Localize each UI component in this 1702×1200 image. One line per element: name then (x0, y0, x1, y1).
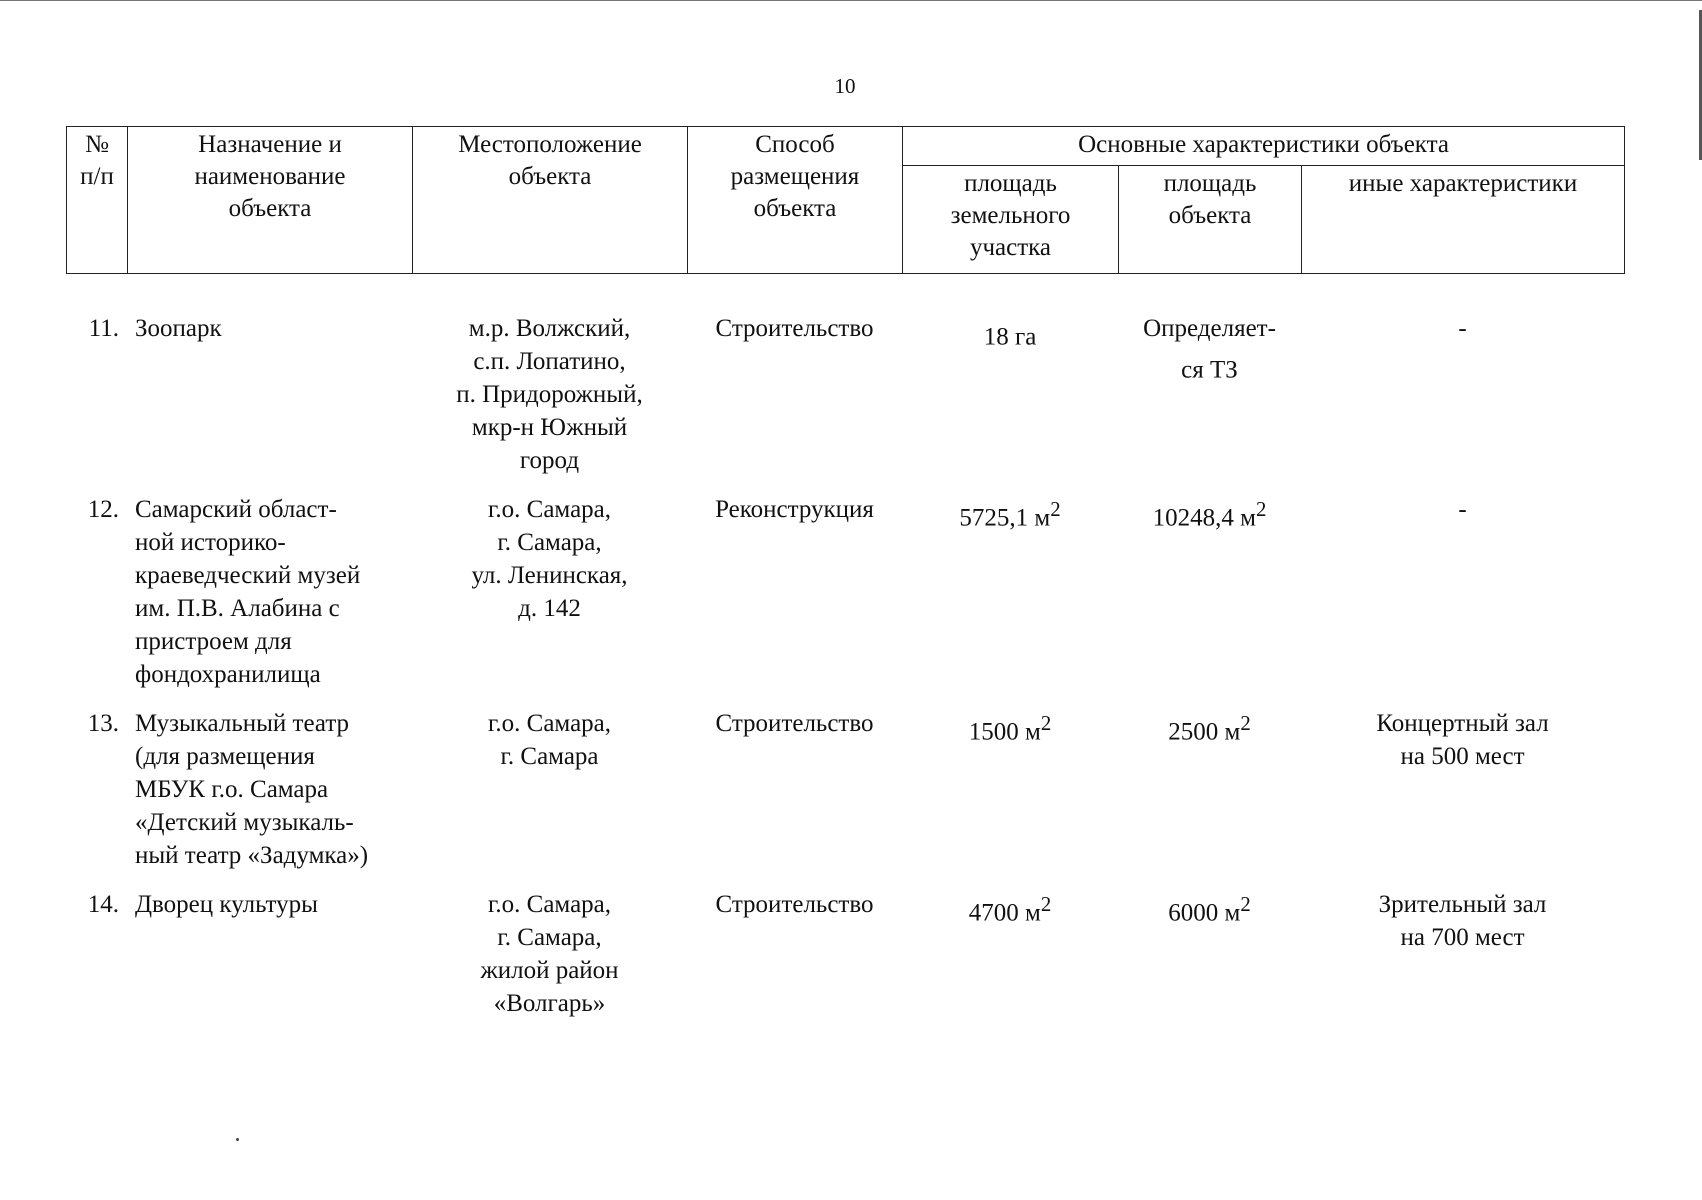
table-row (66, 707, 1624, 888)
row-name: Дворец культуры (135, 891, 318, 918)
land-area-value: 1500 м (968, 718, 1041, 746)
row-method: Строительство (715, 710, 874, 737)
object-area-value: 6000 м (1168, 899, 1241, 927)
header-num: № п/п (67, 127, 128, 274)
header-characteristics: Основные характеристики объекта (903, 127, 1625, 166)
row-location: г.о. Самара, г. Самара, жилой район «Волгарь» (480, 891, 619, 1017)
table-row (66, 888, 1624, 1036)
table-row (66, 312, 1624, 493)
row-location: г.о. Самара, г. Самара (487, 710, 612, 770)
land-area-unit-sup: 2 (1040, 711, 1052, 735)
land-area-unit-sup: 2 (1050, 497, 1061, 521)
row-other: - (1458, 315, 1467, 342)
object-area-unit-sup: 2 (1255, 497, 1267, 521)
land-area-value: 5725,1 м (959, 504, 1051, 532)
row-location: г.о. Самара, г. Самара, ул. Ленинская, д. 142 (471, 496, 628, 622)
row-method: Строительство (715, 315, 874, 342)
header-land-area: площадь земельного участка (903, 166, 1119, 274)
row-other: - (1458, 496, 1467, 523)
row-name: Самарский област- ной историко- краеведческий музей им. П.В. Алабина с пристроем для фондохранилища (135, 496, 361, 688)
row-object-area (1118, 493, 1301, 707)
table-header (66, 126, 1625, 274)
scan-edge-top (0, 0, 1702, 7)
table-body (66, 312, 1624, 1036)
row-num: 11. (88, 315, 119, 342)
row-land-area (902, 888, 1118, 1036)
row-other: Концертный зал на 500 мест (1376, 710, 1549, 770)
object-area-unit-sup: 2 (1240, 892, 1251, 916)
header-object-area: площадь объекта (1119, 166, 1302, 274)
object-area-value: 10248,4 м (1152, 504, 1256, 532)
page-number: 10 (834, 74, 856, 98)
row-land-area (902, 493, 1118, 707)
row-num: 14. (87, 891, 119, 918)
land-area-value: 18 га (983, 323, 1037, 351)
row-method: Строительство (715, 891, 874, 918)
header-name: Назначение и наименование объекта (128, 127, 413, 274)
land-area-value: 4700 м (968, 899, 1041, 927)
row-object-area (1118, 707, 1301, 888)
row-name: Музыкальный театр (для размещения МБУК г.о. Самара «Детский музыкаль- ный театр «Задумка») (135, 710, 369, 869)
row-object-area (1118, 312, 1301, 493)
header-method: Способ размещения объекта (688, 127, 903, 274)
header-location: Местоположение объекта (413, 127, 688, 274)
row-location: м.р. Волжский, с.п. Лопатино, п. Придорожный, мкр-н Южный город (456, 315, 643, 474)
row-land-area (902, 707, 1118, 888)
object-area-value: Определяет- ся ТЗ (1143, 315, 1276, 384)
row-land-area (902, 312, 1118, 493)
header-other: иные характеристики (1302, 166, 1625, 274)
row-method: Реконструкция (715, 496, 874, 523)
row-other: Зрительный зал на 700 мест (1378, 891, 1547, 951)
row-object-area (1118, 888, 1301, 1036)
scan-speck (236, 1138, 239, 1141)
object-area-unit-sup: 2 (1240, 711, 1251, 735)
row-num: 12. (87, 496, 119, 523)
row-num: 13. (87, 710, 119, 737)
row-name: Зоопарк (135, 315, 222, 342)
object-area-value: 2500 м (1168, 718, 1241, 746)
table-row (66, 493, 1624, 707)
land-area-unit-sup: 2 (1040, 892, 1052, 916)
